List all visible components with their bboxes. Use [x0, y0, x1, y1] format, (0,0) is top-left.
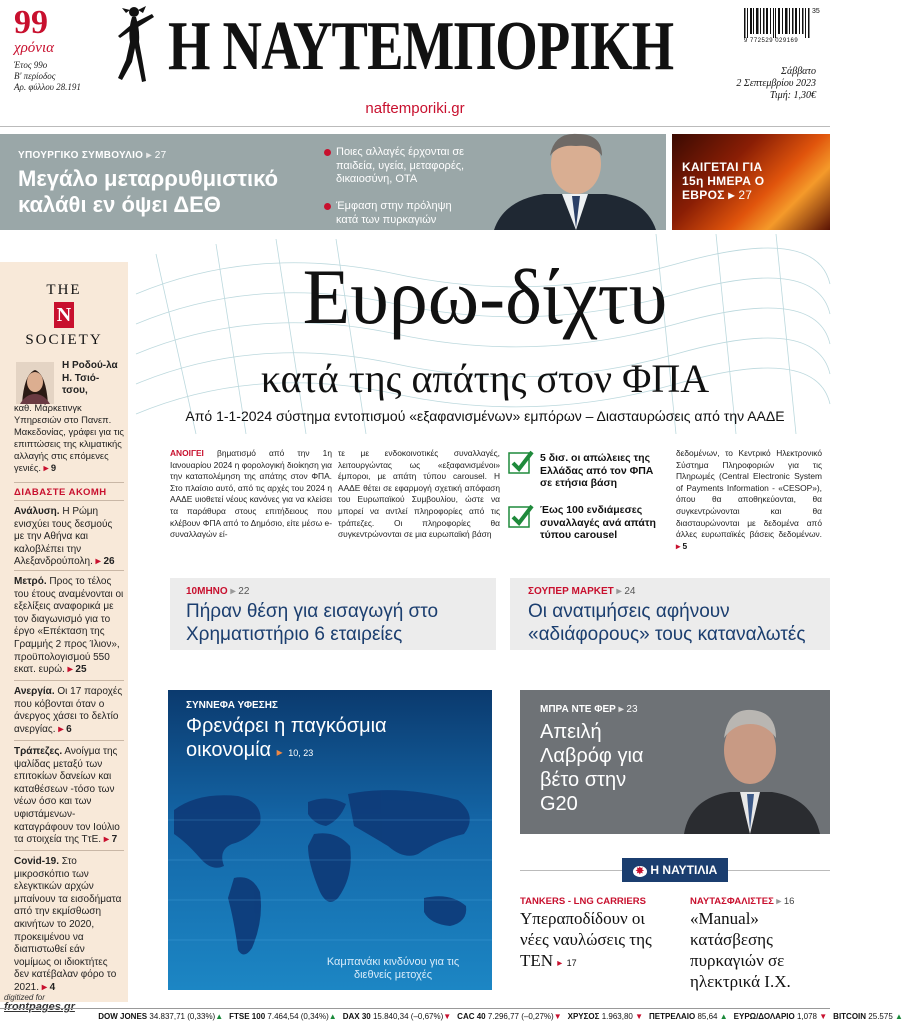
- ticker-item: [98, 1009, 223, 1024]
- ticker-name: BITCOIN: [833, 1012, 867, 1021]
- read-more-label: ΔΙΑΒΑΣΤΕ ΑΚΟΜΗ: [14, 487, 107, 498]
- top-banner[interactable]: [0, 134, 666, 230]
- arrow-down-icon: ▼: [819, 1012, 828, 1021]
- article-column-4: δεδομένων, το Κεντρικό Ηλεκτρονικό Σύστημα Πληροφοριών για τις Πληρωμές (Central Electronic System of Payments Information - «CESOP»), όπου θα αποθηκεύονται, θα συγκεντρώνονται και θα διασταυρώνονται με δεδομένα από άλλες ευρωπαϊκές βάσεις δεδομένων. ▸ 5: [676, 448, 822, 551]
- supermarket-label: ΣΟΥΠΕΡ ΜΑΡΚΕΤ ▸ 24: [528, 586, 636, 597]
- barcode-digits: 9 772529 029169: [744, 38, 799, 44]
- ticker-value: 34.837,71: [149, 1012, 185, 1021]
- ticker-change: (–0,67%): [410, 1012, 444, 1021]
- sidebar-item-metro[interactable]: Μετρό. Προς το τέλος του έτους αναμένονται οι εξελίξεις αναφορικά με τον διαγωνισμό για το έργο «Επέκταση της Γραμμής 2 προς Ίλιον», προϋπολογισμού 550 εκατ. ευρώ. ▸ 25: [14, 576, 124, 676]
- arrow-up-icon: ▲: [895, 1012, 903, 1021]
- profile-text: καθ. Μάρκετινγκ Υπηρεσιών στο Πανεπ. Μακεδονίας, γράφει για τις επιπτώσεις της κλιματικής αλλαγής στις επόμενες γενιές. ▸ 9: [14, 402, 124, 473]
- price: Τιμή: 1,30€: [769, 90, 816, 101]
- ticker-name: CAC 40: [457, 1012, 486, 1021]
- ticker-value: 1.963,80: [601, 1012, 633, 1021]
- article-column-1: ΑΝΟΙΓΕΙ βηματισμό από την 1η Ιανουαρίου 2024 η φορολογική διοίκηση για την καταπολέμηση της απάτης στον ΦΠΑ. Στο πλαίσιο αυτό, από τις αρχές του 2024 η ΑΑΔΕ υιοθετεί νέους κανόνες για να κλείσει τα παράθυρα στους επιτήδειους που κλέβουν ΦΠΑ από το Δημόσιο, είτε μέσω e-συναλλαγών εί-: [170, 448, 332, 540]
- cabinet-bullet-2: Έμφαση στην πρόληψη κατά των πυρκαγιών: [336, 200, 466, 227]
- arrow-up-icon: ▲: [215, 1012, 224, 1021]
- supermarket-title: Οι ανατιμήσεις αφήνουν «αδιάφορους» τους καταναλωτές: [528, 601, 806, 645]
- ticker-item: [734, 1009, 828, 1024]
- check-fact-2: Έως 100 ενδιάμεσες συναλλαγές ανά απάτη τύπου carousel: [540, 504, 656, 541]
- date: 2 Σεπτεμβρίου 2023: [736, 78, 816, 89]
- recession-label: ΣΥΝΝΕΦΑ ΥΦΕΣΗΣ: [186, 700, 278, 711]
- sidebar-divider: [14, 740, 124, 741]
- ticker-name: FTSE 100: [229, 1012, 266, 1021]
- day: Σάββατο: [781, 66, 816, 77]
- checkmark-icon: [508, 504, 534, 530]
- cabinet-bullet-1: Ποιες αλλαγές έρχονται σε παιδεία, υγεία, μεταφορές, δικαιοσύνη, ΟΤΑ: [336, 146, 486, 187]
- market-ticker: [0, 1008, 903, 1024]
- bullet-dot-icon: [324, 203, 331, 210]
- evros-fire-box[interactable]: [672, 134, 830, 230]
- ipo-story[interactable]: [170, 578, 496, 650]
- ticker-item: [457, 1009, 561, 1024]
- evros-fire-text: ΚΑΙΓΕΤΑΙ ΓΙΑ 15η ΗΜΕΡΑ Ο ΕΒΡΟΣ ▸ 27: [682, 160, 765, 202]
- checkmark-icon: [508, 450, 534, 476]
- arrow-up-icon: ▲: [328, 1012, 337, 1021]
- marine-insurers-title[interactable]: «Manual» κατάσβεσης πυρκαγιών σε ηλεκτρικά Ι.Χ.: [690, 909, 791, 991]
- sidebar-item-banks[interactable]: Τράπεζες. Ανοίγμα της ψαλίδας μεταξύ των επιτοκίων δανείων και καταθέσεων -τόσο των νέων όσο και των υφιστάμενων- καταγράφουν τον Ιούλιο τα στοιχεία της ΤτΕ. ▸ 7: [14, 746, 120, 846]
- issue-line: Αρ. φύλλου 28.191: [14, 82, 81, 92]
- sidebar-divider: [14, 680, 124, 681]
- main-tagline: Από 1-1-2024 σύστημα εντοπισμού «εξαφανισμένων» εμπόρων – Διασταυρώσεις από την ΑΑΔΕ: [185, 408, 785, 424]
- ticker-name: ΠΕΤΡΕΛΑΙΟ: [649, 1012, 696, 1021]
- arrow-down-icon: ▼: [635, 1012, 643, 1021]
- masthead-title: Η ΝΑΥΤΕΜΠΟΡΙΚΗ: [168, 8, 674, 85]
- ticker-value: 1,078: [796, 1012, 818, 1021]
- sidebar-item-unemployment[interactable]: Ανεργία. Οι 17 παροχές που κόβονται όταν ο άνεργος χάσει το δελτίο ανεργίας. ▸ 6: [14, 686, 123, 735]
- supermarket-story[interactable]: [510, 578, 830, 650]
- lavrov-label: ΜΠΡΑ ΝΤΕ ΦΕΡ ▸ 23: [540, 704, 638, 715]
- ticker-item: [833, 1009, 903, 1024]
- nautilia-badge: ✸ Η ΝΑΥΤΙΛΙΑ: [622, 858, 728, 882]
- global-economy-caption: Καμπανάκι κινδύνου για τις διεθνείς μετοχές: [326, 956, 460, 981]
- ipo-label: 10ΜΗΝΟ ▸ 22: [186, 586, 250, 597]
- cabinet-label: ΥΠΟΥΡΓΙΚΟ ΣΥΜΒΟΥΛΙΟ ▸ 27: [18, 150, 167, 161]
- date-block: [736, 66, 816, 102]
- sidebar-divider: [14, 570, 124, 571]
- sidebar: [0, 262, 128, 1002]
- ship-wheel-icon: ✸: [633, 866, 647, 877]
- period-line: Β' περίοδος: [14, 71, 56, 81]
- profile-name: Η Ροδού-λα Η. Τσιό-τσου,: [62, 360, 118, 397]
- arrow-down-icon: ▼: [553, 1012, 562, 1021]
- hermes-logo-icon: [108, 2, 160, 86]
- society-logo-icon: N: [54, 302, 74, 328]
- lavrov-photo: [670, 690, 830, 834]
- sidebar-divider: [14, 850, 124, 851]
- society-word: SOCIETY: [25, 332, 103, 348]
- arrow-down-icon: ▼: [443, 1012, 452, 1021]
- author-avatar: [16, 362, 54, 404]
- cabinet-headline: Μεγάλο μεταρρυθμιστικό καλάθι εν όψει ΔΕΘ: [18, 166, 279, 217]
- sidebar-item-analysis[interactable]: Ανάλυση. Η Ρώμη ενισχύει τους δεσμούς με την Αθήνα και καλοβλέπει την Αλεξανδρούπολη. ▸ 26: [14, 506, 115, 568]
- ticker-value: 7.464,54: [267, 1012, 299, 1021]
- ticker-change: (0,33%): [187, 1012, 216, 1021]
- ticker-name: ΕΥΡΩ/ΔΟΛΑΡΙΟ: [733, 1012, 795, 1021]
- anniversary-word: χρόνια: [14, 40, 54, 56]
- main-subhead: κατά της απάτης στον ΦΠΑ: [260, 356, 710, 401]
- year-line: Έτος 99ο: [14, 60, 48, 70]
- barcode-issue-number: 35: [812, 8, 820, 15]
- ticker-value: 25.575: [868, 1012, 893, 1021]
- ticker-name: ΧΡΥΣΟΣ: [567, 1012, 600, 1021]
- tankers-label: TANKERS - LNG CARRIERS: [520, 896, 646, 907]
- barcode: [744, 8, 810, 38]
- lavrov-story[interactable]: [520, 690, 830, 834]
- lavrov-title: Απειλή Λαβρόφ για βέτο στην G20: [540, 721, 644, 815]
- global-economy-title: Φρενάρει η παγκόσμια οικονομία ▸ 10, 23: [186, 715, 387, 761]
- ticker-value: 15.840,34: [372, 1012, 409, 1021]
- article-column-2: τε με ενδοκοινοτικές συναλλαγές, λειτουργώντας ως «εξαφανισμένοι» έμποροι, με απάτη τύπου carousel. Η ΑΑΔΕ θέτει σε εφαρμογή σχετική απόφαση του Ευρωπαϊκού Συμβουλίου, ώστε να μπορεί να αντλεί πληροφορίες από τις τράπεζες. Οι πληροφορίες θα συγκεντρώνονται σε μια ευρωπαϊκή βάση: [338, 448, 500, 540]
- anniversary-number: 99: [14, 4, 48, 41]
- ticker-value: 85,64: [697, 1012, 718, 1021]
- bullet-dot-icon: [324, 149, 331, 156]
- site-url-link[interactable]: naftemporiki.gr: [365, 100, 465, 117]
- ticker-item: [343, 1009, 451, 1024]
- ticker-change: (–0,27%): [521, 1012, 554, 1021]
- society-the: THE: [46, 282, 82, 298]
- ipo-title: Πήραν θέση για εισαγωγή στο Χρηματιστήριο 6 εταιρείες: [186, 601, 439, 645]
- ticker-value: 7.296,77: [487, 1012, 519, 1021]
- ticker-name: DOW JONES: [98, 1012, 148, 1021]
- global-economy-story[interactable]: [168, 690, 492, 990]
- tankers-title[interactable]: Υπεραποδίδουν οι νέες ναυλώσεις της ΤΕΝ ▸ 17: [520, 909, 652, 970]
- arrow-up-icon: ▲: [719, 1012, 728, 1021]
- marine-insurers-label: ΝΑΥΤΑΣΦΑΛΙΣΤΕΣ ▸ 16: [690, 896, 795, 907]
- check-fact-1: 5 δισ. οι απώλειες της Ελλάδας από τον ΦΠΑ σε ετήσια βάση: [540, 452, 654, 489]
- masthead-divider: [0, 126, 830, 127]
- sidebar-item-covid[interactable]: Covid-19. Στο μικροσκόπιο των ελεγκτικών αρχών μπαίνουν τα εισοδήματα από την εκμίσθωση ακινήτων το 2020, προκειμένου να διαπιστωθεί εάν νομίμως οι ιδιοκτήτες δεν κατέβαλαν φόρο το 2021. ▸ 4: [14, 856, 122, 993]
- prime-minister-photo: [484, 134, 666, 230]
- sidebar-divider: [14, 500, 124, 501]
- watermark-line-2: frontpages.gr: [4, 1001, 75, 1013]
- watermark-line-1: digitized for: [4, 993, 45, 1002]
- sidebar-divider: [14, 482, 124, 483]
- ticker-item: [649, 1009, 728, 1024]
- main-headline: Ευρω-δίχτυ: [302, 253, 668, 340]
- ticker-item: [568, 1009, 643, 1024]
- barcode-icon: [744, 8, 810, 38]
- ticker-change: (0,34%): [300, 1012, 329, 1021]
- ticker-name: DAX 30: [342, 1012, 371, 1021]
- ticker-item: [229, 1009, 337, 1024]
